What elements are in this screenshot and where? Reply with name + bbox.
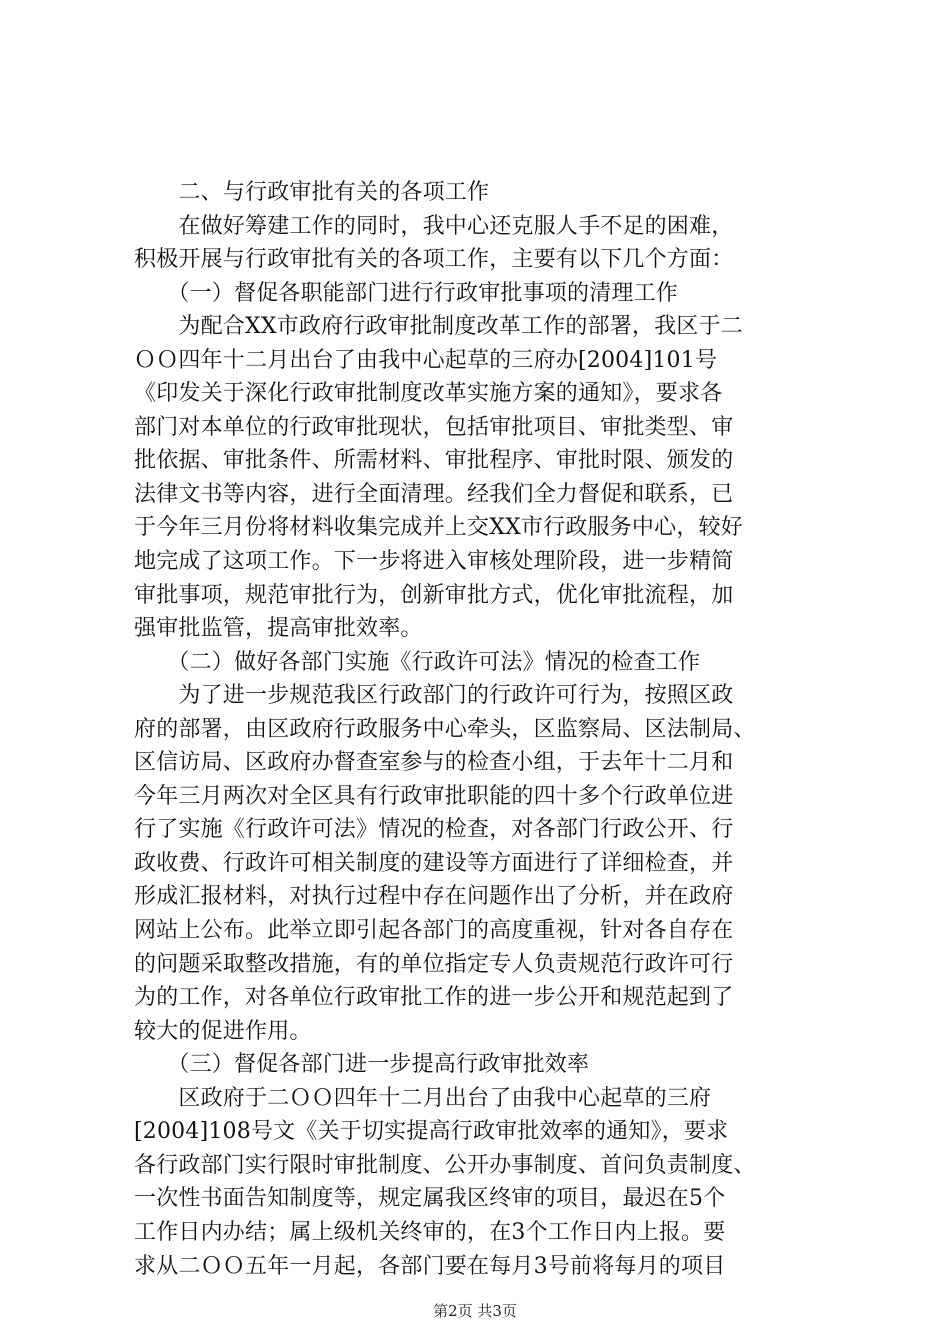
text-line: 为配合XX市政府行政审批制度改革工作的部署，我区于二	[134, 314, 743, 340]
text-line: （三）督促各部门进一步提高行政审批效率	[134, 1052, 590, 1078]
text-line: 区政府于二ＯＯ四年十二月出台了由我中心起草的三府	[134, 1085, 712, 1111]
page-footer: 第2页 共3页	[433, 1302, 517, 1320]
text-line: 部门对本单位的行政审批现状，包括审批项目、审批类型、审	[134, 414, 734, 440]
text-line: 批依据、审批条件、所需材料、审批程序、审批时限、颁发的	[134, 448, 734, 474]
text-line: 求从二ＯＯ五年一月起，各部门要在每月3号前将每月的项目	[134, 1253, 726, 1279]
document-body	[134, 176, 834, 1283]
text-line: 强审批监管，提高审批效率。	[134, 616, 423, 642]
text-line: 府的部署，由区政府行政服务中心牵头，区监察局、区法制局、	[134, 716, 756, 742]
text-line: 形成汇报材料，对执行过程中存在问题作出了分析，并在政府	[134, 884, 734, 910]
text-line: 区信访局、区政府办督查室参与的检查小组，于去年十二月和	[134, 750, 734, 776]
text-line: 地完成了这项工作。下一步将进入审核处理阶段，进一步精简	[134, 549, 734, 575]
text-line: 各行政部门实行限时审批制度、公开办事制度、首问负责制度、	[134, 1152, 756, 1178]
text-line: 的问题采取整改措施，有的单位指定专人负责规范行政许可行	[134, 951, 734, 977]
text-line: 网站上公布。此举立即引起各部门的高度重视，针对各自存在	[134, 918, 734, 944]
text-line: 为了进一步规范我区行政部门的行政许可行为，按照区政	[134, 683, 734, 709]
text-line: 政收费、行政许可相关制度的建设等方面进行了详细检查，并	[134, 850, 734, 876]
text-line: 一次性书面告知制度等，规定属我区终审的项目，最迟在5个	[134, 1186, 726, 1212]
text-line: （一）督促各职能部门进行行政审批事项的清理工作	[134, 280, 679, 306]
text-line: 二、与行政审批有关的各项工作	[134, 180, 490, 205]
text-line: 工作日内办结；属上级机关终审的，在3个工作日内上报。要	[134, 1219, 726, 1245]
text-line: 《印发关于深化行政审批制度改革实施方案的通知》，要求各	[134, 381, 723, 407]
text-line: 法律文书等内容，进行全面清理。经我们全力督促和联系，已	[134, 481, 734, 507]
text-line: 审批事项，规范审批行为，创新审批方式，优化审批流程，加	[134, 582, 734, 608]
text-line: ＯＯ四年十二月出台了由我中心起草的三府办[2004]101号	[134, 347, 718, 373]
text-line: [2004]108号文《关于切实提高行政审批效率的通知》，要求	[134, 1119, 729, 1145]
text-line: 今年三月两次对全区具有行政审批职能的四十多个行政单位进	[134, 783, 734, 809]
text-line: （二）做好各部门实施《行政许可法》情况的检查工作	[134, 649, 701, 675]
text-line: 行了实施《行政许可法》情况的检查，对各部门行政公开、行	[134, 817, 734, 843]
text-line: 为的工作，对各单位行政审批工作的进一步公开和规范起到了	[134, 985, 734, 1011]
text-line: 在做好筹建工作的同时，我中心还克服人手不足的困难，	[134, 213, 734, 239]
text-line: 较大的促进作用。	[134, 1018, 312, 1044]
text-line: 积极开展与行政审批有关的各项工作，主要有以下几个方面：	[134, 247, 734, 273]
text-line: 于今年三月份将材料收集完成并上交XX市行政服务中心，较好	[134, 515, 743, 541]
